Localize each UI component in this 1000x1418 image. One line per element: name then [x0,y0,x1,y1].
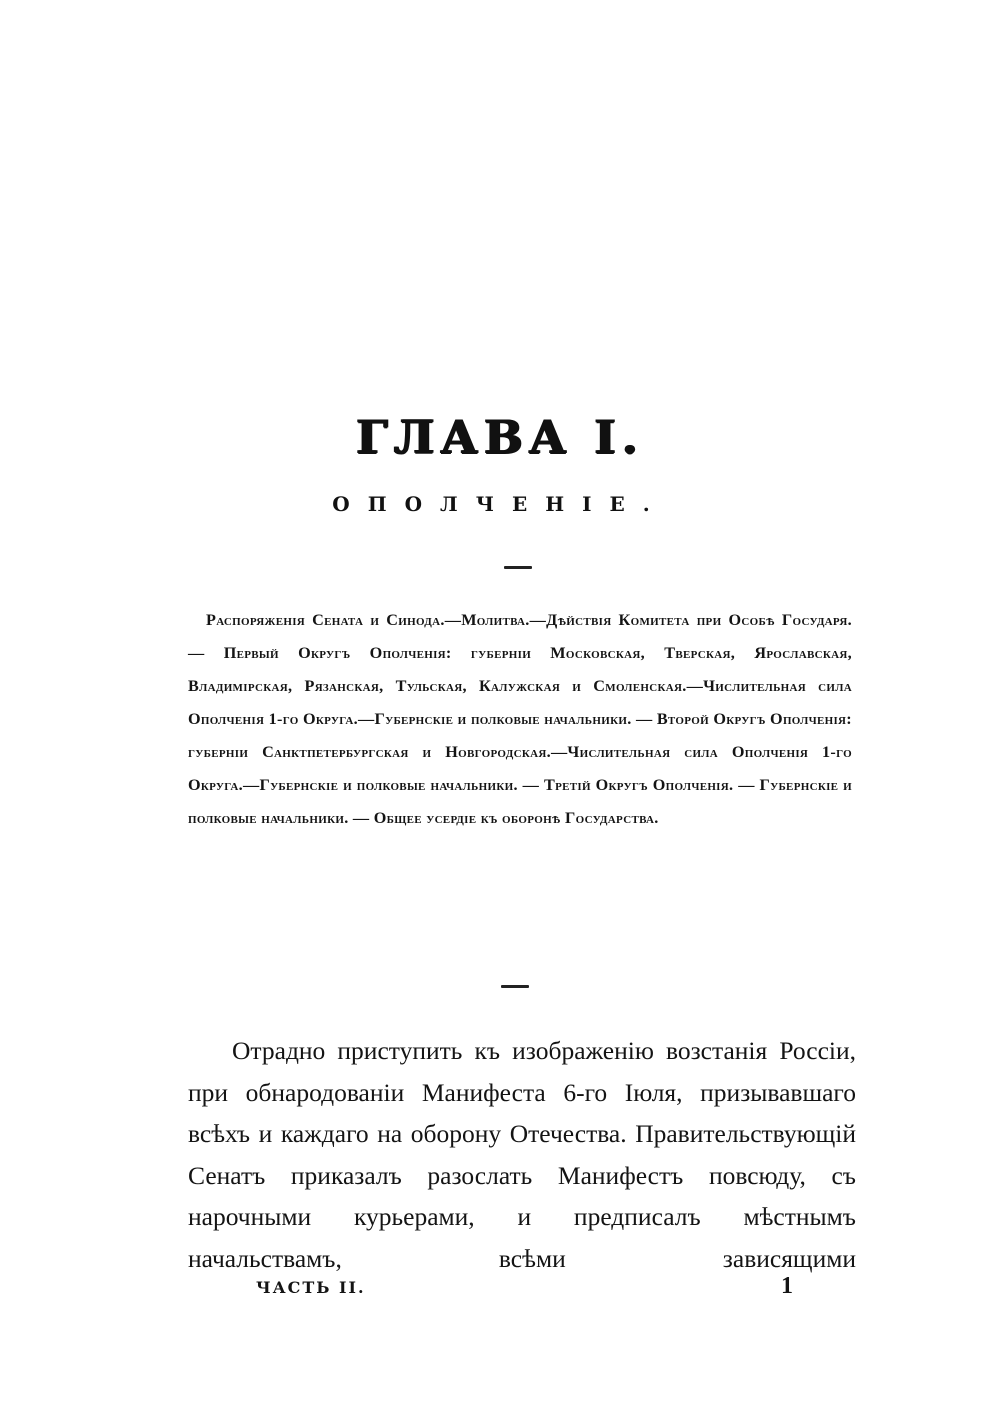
section-divider-top [504,566,532,569]
chapter-summary: Распоряженiя Сената и Синода.—Молитва.—Дѣйствiя Комитета при Особѣ Государя. — Первый Округъ Ополченiя: губернiи Московская, Тверская, Ярославская, Владимiрская, Рязанская, Тульская, Калужская и Смоленская.—Числительная сила Ополченiя 1-го Округа.—Губернскiе и полковые начальники. — Второй Округъ Ополченiя: губернiи Санктпетербургская и Новгородская.—Числительная сила Ополченiя 1-го Округа.—Губернскiе и полковые начальники. — Третiй Округъ Ополченiя. — Губернскiе и полковые начальники. — Общее усердiе къ оборонѣ Государства. [188,611,852,827]
body-paragraph: Отрадно приступить къ изображенiю возстанiя Россiи, при обнародованiи Манифеста 6-го Iюля, призывавшаго всѣхъ и каждаго на оборону Отечества. Правительствующiй Сенатъ приказалъ разослать Манифестъ повсюду, съ нарочными курьерами, и предписалъ мѣстнымъ начальствамъ, всѣми зависящими [188,1036,856,1273]
page-number: 1 [781,1273,793,1299]
chapter-subtitle: ОПОЛЧЕНIЕ. [332,492,668,516]
section-divider-bottom [501,985,529,988]
printer-signature: ЧАСТЬ II. [256,1278,366,1297]
chapter-title: ГЛАВА I. [356,410,644,464]
